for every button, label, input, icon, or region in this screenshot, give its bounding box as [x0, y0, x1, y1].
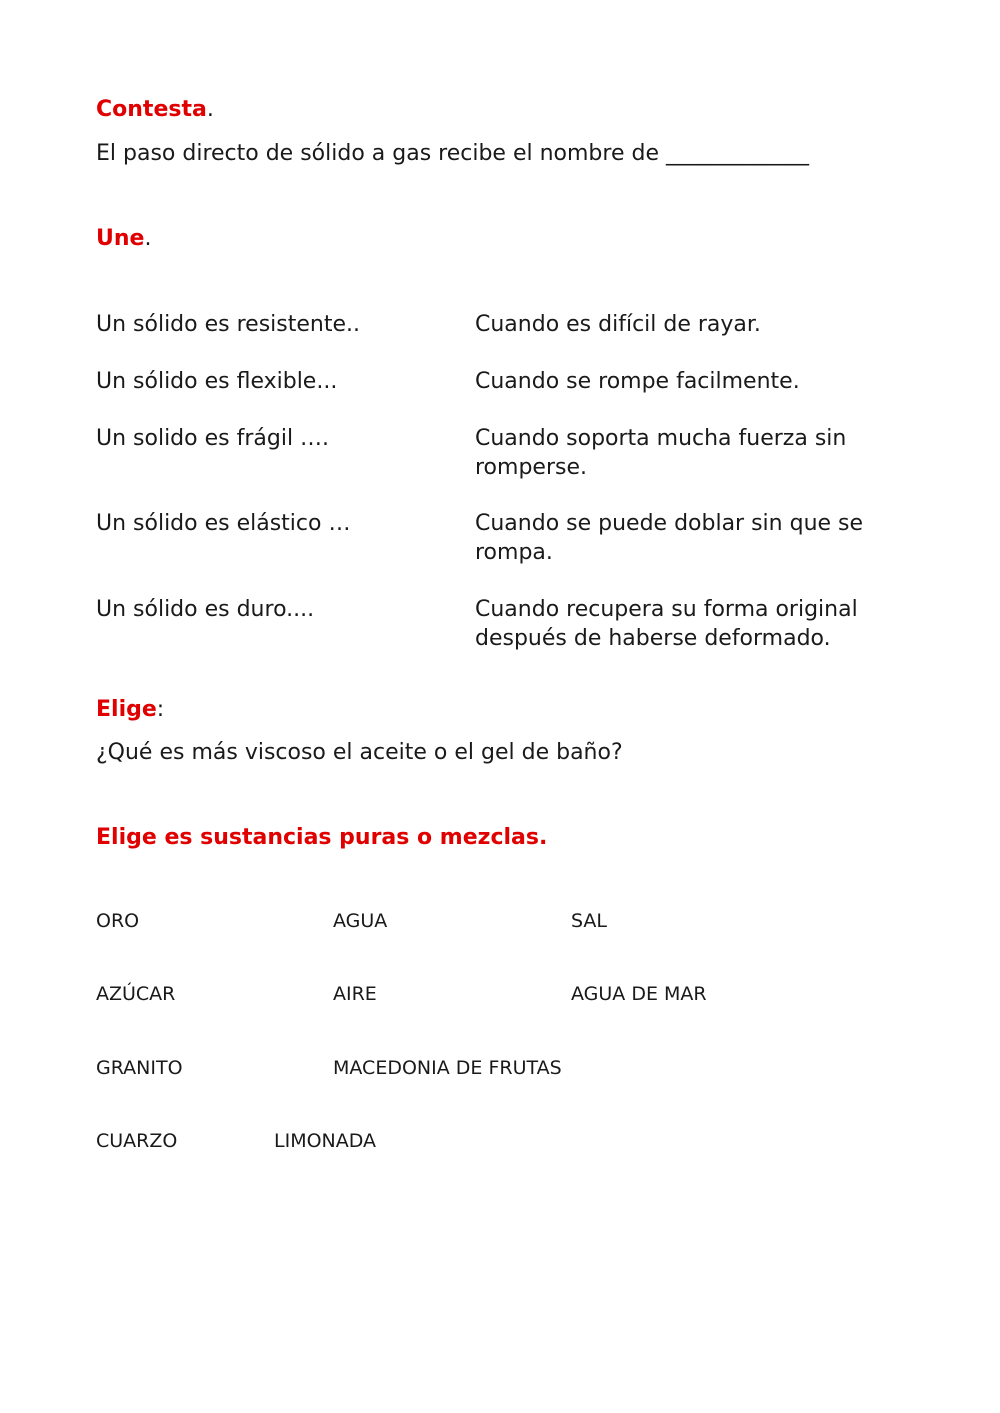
une-heading-label: Une [96, 226, 145, 251]
contesta-heading-punct: . [206, 97, 214, 122]
contesta-question: El paso directo de sólido a gas recibe el nombre de _____________ [96, 141, 809, 166]
une-heading [96, 224, 151, 253]
une-left-item: Un sólido es duro.... [96, 597, 315, 622]
une-left-item: Un sólido es flexible... [96, 369, 338, 394]
une-right-item: Cuando se puede doblar sin que se rompa. [475, 511, 864, 565]
word-item: GRANITO [96, 1057, 183, 1079]
elige-question: ¿Qué es más viscoso el aceite o el gel de baño? [96, 740, 623, 765]
word-item: ORO [96, 910, 140, 932]
word-item: AGUA DE MAR [571, 983, 707, 1005]
contesta-heading-label: Contesta [96, 97, 207, 122]
une-left-item: Un sólido es resistente.. [96, 312, 360, 337]
une-right-item: Cuando soporta mucha fuerza sin romperse. [475, 426, 847, 480]
sustancias-heading: Elige es sustancias puras o mezclas. [96, 825, 548, 850]
word-item: AIRE [333, 983, 377, 1005]
elige-heading [96, 695, 164, 724]
elige-heading-label: Elige [96, 697, 157, 722]
word-item: SAL [571, 910, 607, 932]
elige-heading-punct: : [156, 697, 165, 722]
une-heading-punct: . [144, 226, 152, 251]
une-left-item: Un solido es frágil …. [96, 426, 330, 451]
une-right-item: Cuando se rompe facilmente. [475, 369, 800, 394]
une-right-item: Cuando recupera su forma original después de haberse deformado. [475, 597, 858, 651]
une-right-item: Cuando es difícil de rayar. [475, 312, 761, 337]
word-item: CUARZO [96, 1130, 178, 1152]
word-item: MACEDONIA DE FRUTAS [333, 1057, 562, 1079]
contesta-heading [96, 95, 214, 124]
une-left-item: Un sólido es elástico … [96, 511, 351, 536]
word-item: AGUA [333, 910, 388, 932]
word-item: LIMONADA [274, 1130, 377, 1152]
word-item: AZÚCAR [96, 983, 176, 1005]
